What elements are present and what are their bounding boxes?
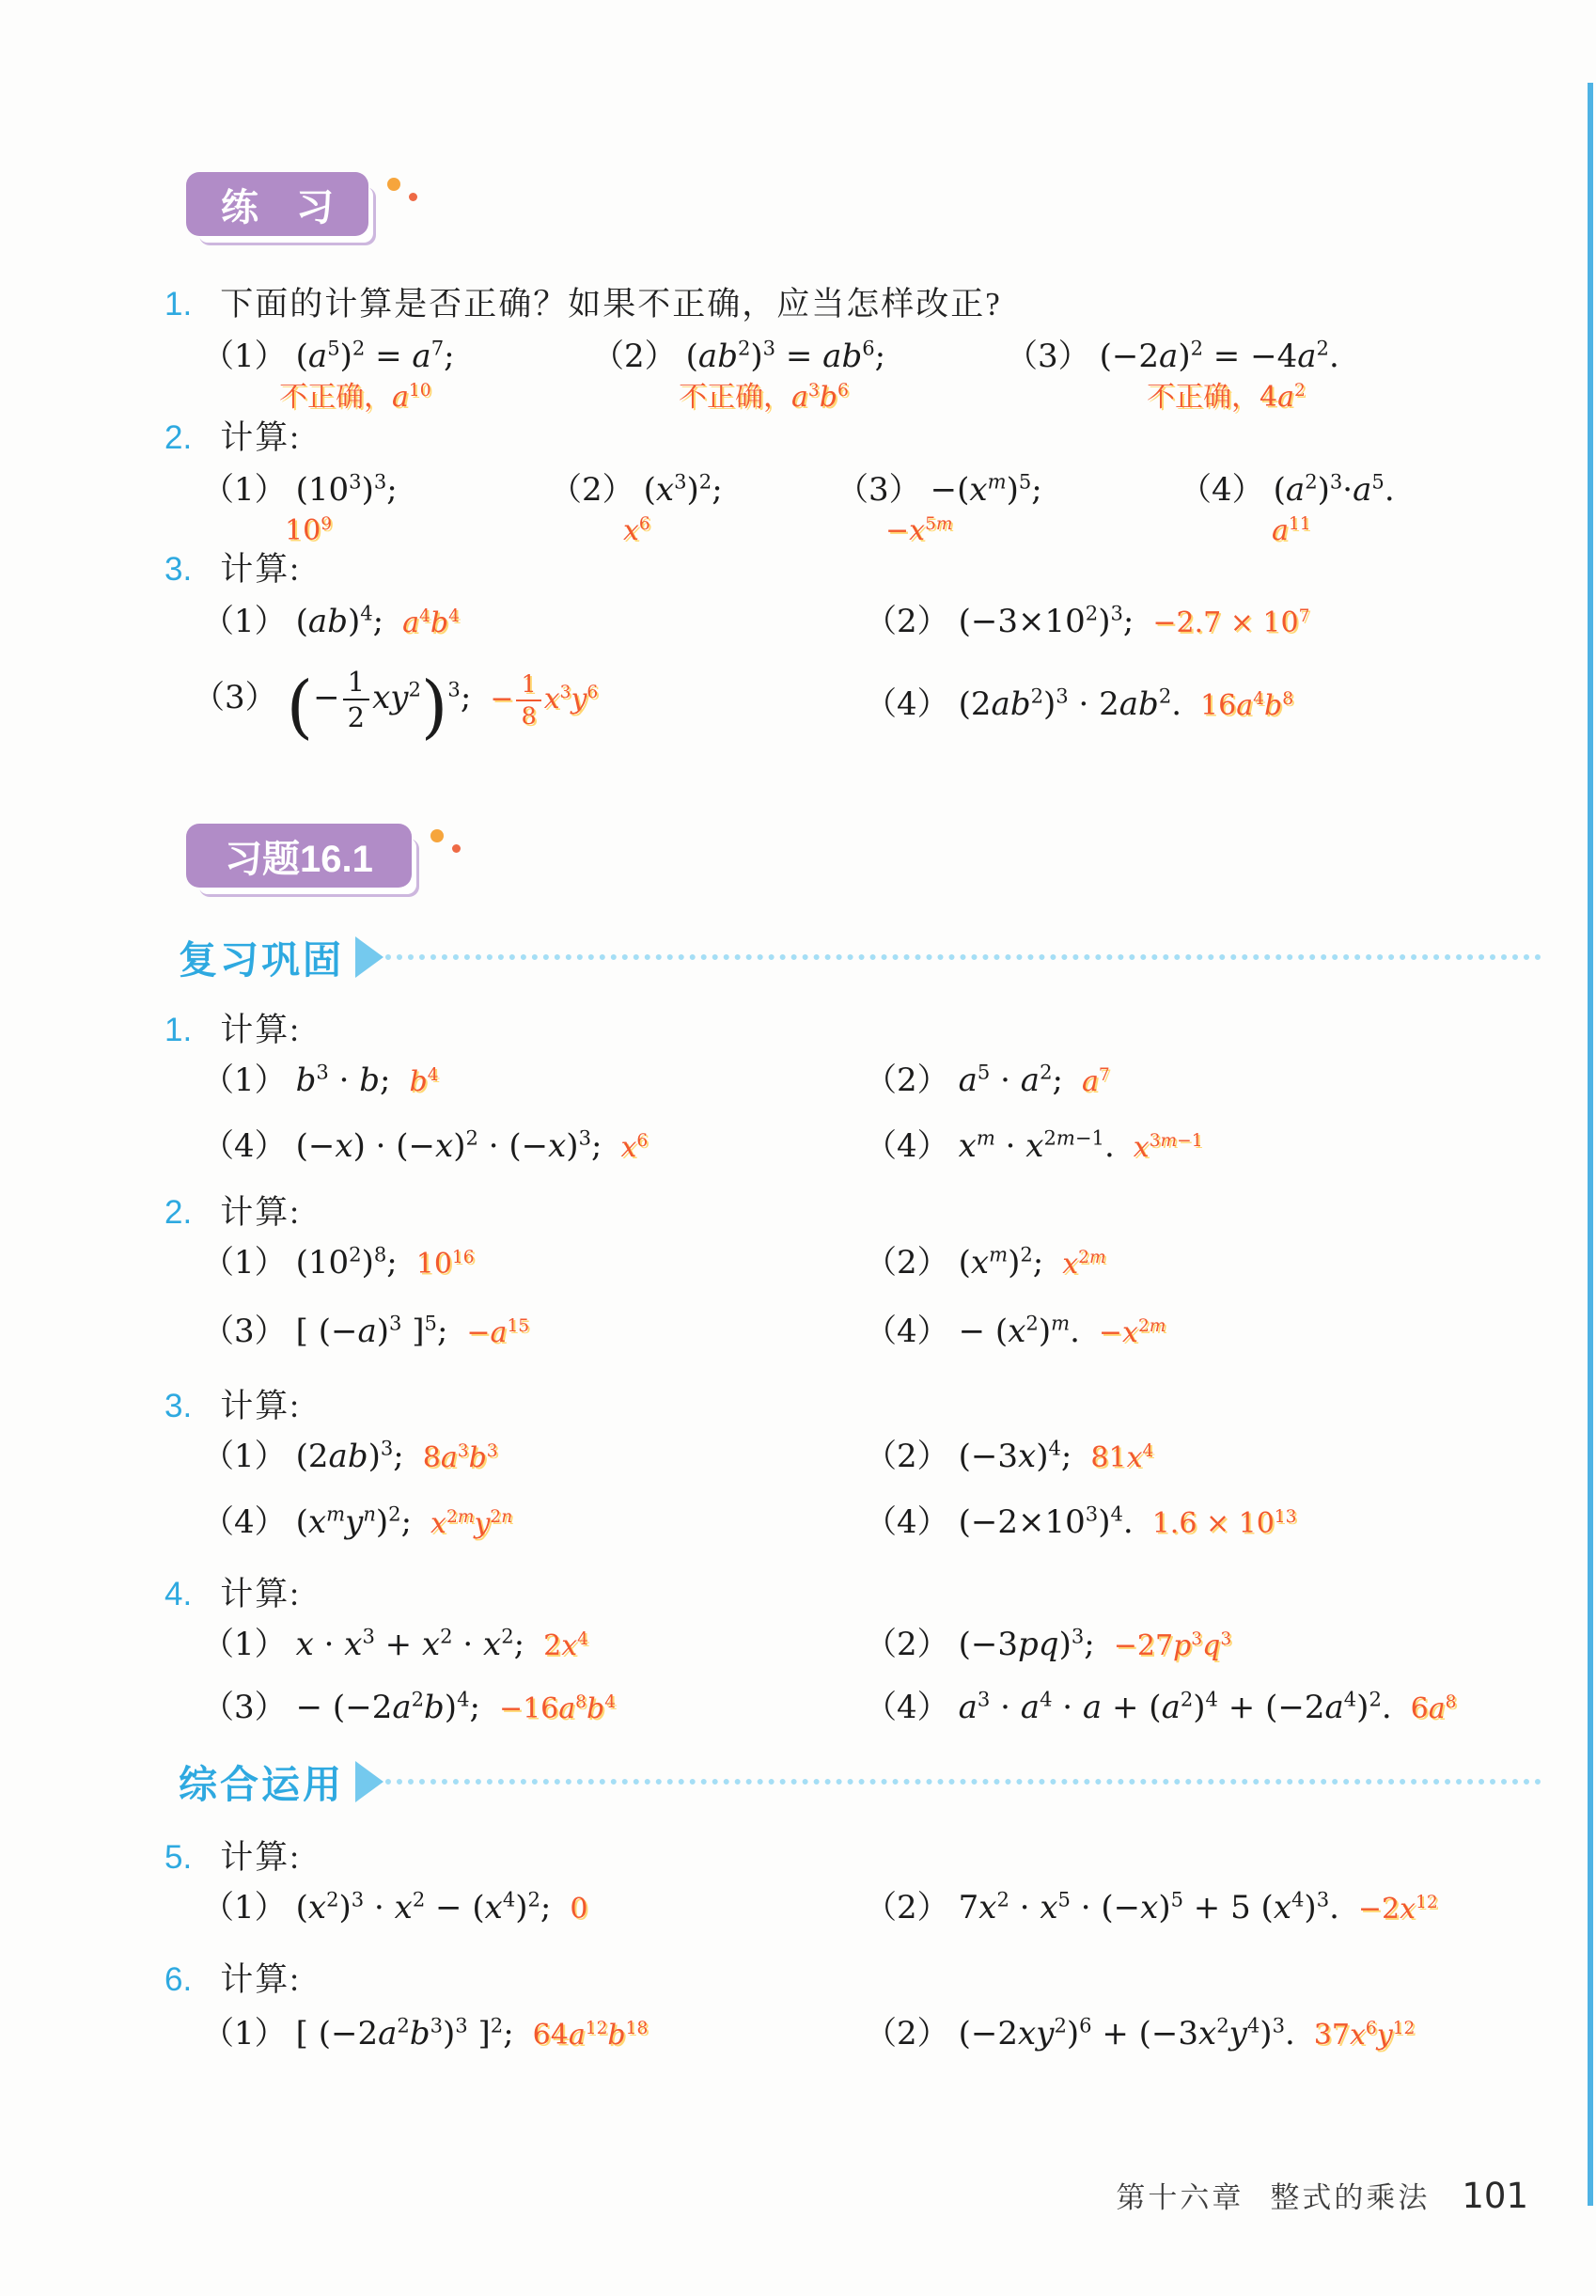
exercise-q3-row-a xyxy=(0,1437,1596,1502)
item-expression: $(-2xy^2)^6 + (-3x^2y^4)^3$. xyxy=(958,2013,1295,2052)
item-expression: $(10^2)^8$; xyxy=(295,1242,398,1282)
exercise-item xyxy=(837,469,1042,547)
handwritten-answer: $-27p^3q^3$ xyxy=(1113,1629,1232,1662)
item-label: （1） xyxy=(202,1062,287,1099)
practice-q3-row-b xyxy=(0,658,1596,790)
item-label: （2） xyxy=(865,603,949,640)
item-expression: (− $\frac{1}{2}$ $xy^2)^3$; xyxy=(286,666,472,747)
triangle-icon xyxy=(355,936,383,978)
exercise-item xyxy=(865,1126,1203,1167)
handwritten-answer: 0 xyxy=(570,1893,588,1926)
exercise-item xyxy=(865,684,1293,725)
exercise-item xyxy=(865,2014,1415,2054)
item-label: （4） xyxy=(865,685,949,723)
handwritten-answer: $8a^3b^3$ xyxy=(422,1441,498,1474)
exercise-item xyxy=(865,1437,1153,1477)
question-prompt: 计算: xyxy=(220,1576,301,1612)
item-label: （1） xyxy=(202,1244,287,1282)
section-comprehensive xyxy=(179,1753,1541,1809)
section-title: 综合运用 xyxy=(179,1763,344,1806)
item-expression: $(2ab)^3$; xyxy=(295,1436,404,1475)
item-expression: [ $(-2a^2b^3)^3$ ]$^2$; xyxy=(295,2013,514,2052)
item-label: （2） xyxy=(592,338,677,375)
question-number: 1. xyxy=(164,1012,193,1048)
item-expression: $x \cdot x^3 + x^2 \cdot x^2$; xyxy=(295,1624,525,1663)
item-label: （4） xyxy=(865,1313,949,1350)
exercise-item xyxy=(865,1061,1110,1101)
handwritten-answer: $b^4$ xyxy=(409,1065,439,1098)
handwritten-answer: $37x^6y^{12}$ xyxy=(1313,2019,1416,2052)
decor-dot-icon xyxy=(409,193,417,201)
footer-chapter: 第十六章 xyxy=(1116,2181,1244,2214)
exercise-item xyxy=(202,1502,512,1543)
exercise-item xyxy=(202,602,460,642)
item-expression: $(x^m)^2$; xyxy=(958,1242,1044,1282)
exercise-q2-row-b xyxy=(0,1312,1596,1377)
decor-dot-icon xyxy=(387,178,400,191)
handwritten-answer: $x^{3m-1}$ xyxy=(1133,1131,1203,1164)
exercise-item xyxy=(865,1243,1106,1283)
exercise-item xyxy=(202,2014,648,2054)
page-number: 101 xyxy=(1462,2176,1528,2216)
handwritten-answer: $6a^8$ xyxy=(1410,1692,1457,1725)
exercise-item xyxy=(1006,336,1339,414)
item-expression: $a^5 \cdot a^2$; xyxy=(958,1060,1063,1099)
exercise-item xyxy=(202,1888,587,1928)
handwritten-answer: $a^{11}$ xyxy=(1272,514,1311,547)
item-label: （4） xyxy=(1180,471,1264,509)
item-expression: $(x^2)^3 \cdot x^2 - (x^4)^2$; xyxy=(295,1887,552,1926)
question-prompt: 计算: xyxy=(220,419,301,456)
question-prompt: 计算: xyxy=(220,1194,301,1231)
item-expression: (ab)$^4$; xyxy=(295,601,384,640)
question-number: 2. xyxy=(164,1194,193,1231)
item-label: （2） xyxy=(865,1244,949,1282)
exercise-item xyxy=(550,469,723,547)
question-prompt: 计算: xyxy=(220,1961,301,1998)
practice-badge-label: 练 习 xyxy=(221,186,334,228)
question-number: 3. xyxy=(164,1388,193,1424)
exercise-item xyxy=(202,336,455,414)
practice-q2-header xyxy=(164,412,301,459)
item-expression: $x^m \cdot x^{2m-1}$. xyxy=(958,1125,1115,1165)
handwritten-answer: 不正确，$a^{10}$ xyxy=(279,381,431,414)
item-expression: $(-3x)^4$; xyxy=(958,1436,1072,1475)
item-expression: $(a^5)^2 = a^7$; xyxy=(295,336,455,375)
question-number: 4. xyxy=(164,1576,193,1612)
exercise-item xyxy=(865,1625,1231,1665)
exercise-item xyxy=(202,1625,588,1665)
handwritten-answer: $81x^4$ xyxy=(1090,1441,1154,1474)
handwritten-answer: $a^4b^4$ xyxy=(402,606,460,639)
item-label: （4） xyxy=(865,1689,949,1726)
exercise-q2-row-a xyxy=(0,1243,1596,1309)
item-label: （1） xyxy=(202,1889,287,1926)
item-label: （3） xyxy=(1006,338,1090,375)
handwritten-answer: $-a^{15}$ xyxy=(466,1316,530,1349)
exercise-item xyxy=(865,1888,1438,1928)
question-number: 6. xyxy=(164,1961,193,1998)
question-number: 5. xyxy=(164,1839,193,1876)
decor-dot-icon xyxy=(430,829,444,842)
item-label: （2） xyxy=(865,1889,949,1926)
item-expression: $(-x) \cdot (-x)^2 \cdot (-x)^3$; xyxy=(295,1125,602,1165)
item-expression: $(-3pq)^3$; xyxy=(958,1624,1095,1663)
exercise-item xyxy=(202,1061,439,1101)
item-expression: $(-2\times 10^3)^4$. xyxy=(958,1502,1134,1541)
handwritten-answer: $a^7$ xyxy=(1081,1065,1110,1098)
exercise-q3-header xyxy=(164,1380,301,1427)
item-expression: − $(x^2)^m$. xyxy=(958,1311,1080,1350)
exercise-q4-row-b xyxy=(0,1688,1596,1753)
item-expression: − $(-2a^2b)^4$; xyxy=(295,1687,480,1726)
handwritten-answer: $10^9$ xyxy=(285,514,333,547)
item-expression: $(x^3)^2$; xyxy=(643,469,723,509)
item-label: （3） xyxy=(193,679,277,717)
item-label: （4） xyxy=(202,1503,287,1541)
exercise-q3-row-b xyxy=(0,1502,1596,1568)
handwritten-answer: $x^6$ xyxy=(623,514,650,547)
item-label: （1） xyxy=(202,603,287,640)
item-label: （4） xyxy=(865,1503,949,1541)
exercise-item xyxy=(865,602,1309,642)
item-expression: $(10^3)^3$; xyxy=(295,469,398,509)
section-title: 复习巩固 xyxy=(179,938,344,982)
section-review xyxy=(179,929,1541,984)
exercise-item xyxy=(1180,469,1395,547)
exercise-item xyxy=(202,1126,648,1167)
practice-badge xyxy=(186,172,368,236)
exercise-item xyxy=(202,1243,475,1283)
handwritten-answer: $2x^4$ xyxy=(543,1629,588,1662)
item-label: （1） xyxy=(202,2015,287,2052)
exercise-item xyxy=(865,1688,1457,1728)
handwritten-answer: $x^{2m}$ xyxy=(1062,1248,1106,1281)
item-label: （1） xyxy=(202,1438,287,1475)
item-expression: $(ab^2)^3 = ab^6$; xyxy=(685,336,886,375)
item-expression: $(x^my^n)^2$; xyxy=(295,1502,413,1541)
exercise-q4-row-a xyxy=(0,1625,1596,1691)
handwritten-answer: $16a^4b^8$ xyxy=(1200,689,1294,722)
item-label: （2） xyxy=(865,1626,949,1663)
exercise-item xyxy=(202,1437,498,1477)
handwritten-answer: $-2x^{12}$ xyxy=(1357,1893,1438,1926)
question-prompt: 计算: xyxy=(220,1839,301,1876)
exercise-q1-row-a xyxy=(0,1061,1596,1126)
item-label: （2） xyxy=(550,471,634,509)
handwritten-answer: $-2.7 \times 10^7$ xyxy=(1152,606,1310,639)
dotted-rule xyxy=(385,1779,1541,1785)
handwritten-answer: $-x^{5m}$ xyxy=(885,514,953,547)
question-prompt: 计算: xyxy=(220,1012,301,1048)
exercise-q5-row xyxy=(0,1888,1596,1954)
item-label: （2） xyxy=(865,1062,949,1099)
item-label: （2） xyxy=(865,2015,949,2052)
exercise-q4-header xyxy=(164,1568,301,1615)
decor-dot-icon xyxy=(452,844,461,853)
exercise-q2-header xyxy=(164,1187,301,1234)
item-expression: $(2ab^2)^3 \cdot 2ab^2$. xyxy=(958,684,1182,723)
practice-q3-header xyxy=(164,543,301,590)
handwritten-answer: $-16a^8b^4$ xyxy=(498,1692,617,1725)
practice-q2-row xyxy=(0,469,1596,547)
question-prompt: 下面的计算是否正确？如果不正确，应当怎样改正? xyxy=(220,286,1002,322)
handwritten-answer: $x^{2m}y^{2n}$ xyxy=(430,1507,513,1540)
item-label: （4） xyxy=(202,1127,287,1165)
item-label: （3） xyxy=(837,471,921,509)
item-expression: $(-3\times 10^2)^3$; xyxy=(958,601,1134,640)
item-expression: $7x^2 \cdot x^5 \cdot (-x)^5 + 5$ $(x^4)^3$. xyxy=(958,1887,1339,1926)
handwritten-answer: $64a^{12}b^{18}$ xyxy=(532,2019,649,2052)
question-number: 1. xyxy=(164,286,193,322)
item-label: （1） xyxy=(202,338,287,375)
handwritten-answer: 不正确，$a^3b^6$ xyxy=(679,381,849,414)
question-prompt: 计算: xyxy=(220,1388,301,1424)
dotted-rule xyxy=(385,954,1541,960)
handwritten-answer: − $\frac{1}{8}$ $x^3y^6$ xyxy=(490,669,599,731)
item-expression: $a^3 \cdot a^4 \cdot a + (a^2)^4 + (-2a^4)^2$. xyxy=(958,1687,1392,1726)
exercise-q6-row xyxy=(0,2014,1596,2080)
question-number: 2. xyxy=(164,419,193,456)
exercise-item xyxy=(865,1312,1166,1352)
item-label: （1） xyxy=(202,471,287,509)
exercise-item xyxy=(865,1502,1296,1543)
item-label: （3） xyxy=(202,1689,287,1726)
exercise-item xyxy=(202,469,398,547)
handwritten-answer: $10^{16}$ xyxy=(415,1248,475,1281)
page-footer xyxy=(1116,2174,1528,2216)
exercise-q6-header xyxy=(164,1954,301,2001)
exercise-item xyxy=(202,1688,616,1728)
handwritten-answer: $-x^{2m}$ xyxy=(1098,1316,1166,1349)
exercise-q1-row-b xyxy=(0,1126,1596,1192)
item-label: （1） xyxy=(202,1626,287,1663)
exercise-item xyxy=(202,1312,529,1352)
practice-q1-row xyxy=(0,336,1596,414)
exercise-item xyxy=(592,336,886,414)
triangle-icon xyxy=(355,1761,383,1802)
item-expression: $(-2a)^2 = -4a^2$. xyxy=(1099,336,1339,375)
handwritten-answer: $1.6 \times 10^{13}$ xyxy=(1151,1507,1297,1540)
question-number: 3. xyxy=(164,551,193,588)
item-expression: $(a^2)^3\cdot a^5$. xyxy=(1273,469,1395,509)
handwritten-answer: 不正确，$4a^2$ xyxy=(1147,381,1306,414)
item-expression: $-(x^m)^5$; xyxy=(930,469,1042,509)
item-label: （2） xyxy=(865,1438,949,1475)
exercise-set-badge-label: 习题16.1 xyxy=(225,838,373,880)
item-expression: [ $(-a)^3$ ]$^5$; xyxy=(295,1311,448,1350)
item-label: （3） xyxy=(202,1313,287,1350)
handwritten-answer: $x^6$ xyxy=(620,1131,649,1164)
exercise-q1-header xyxy=(164,1004,301,1051)
practice-q1-header xyxy=(164,278,1002,325)
item-label: （4） xyxy=(865,1127,949,1165)
exercise-item xyxy=(193,666,599,747)
footer-book-title: 整式的乘法 xyxy=(1270,2181,1431,2214)
question-prompt: 计算: xyxy=(220,551,301,588)
item-expression: $b^3 \cdot b$; xyxy=(295,1060,391,1099)
exercise-q5-header xyxy=(164,1832,301,1879)
exercise-set-badge xyxy=(186,824,412,888)
